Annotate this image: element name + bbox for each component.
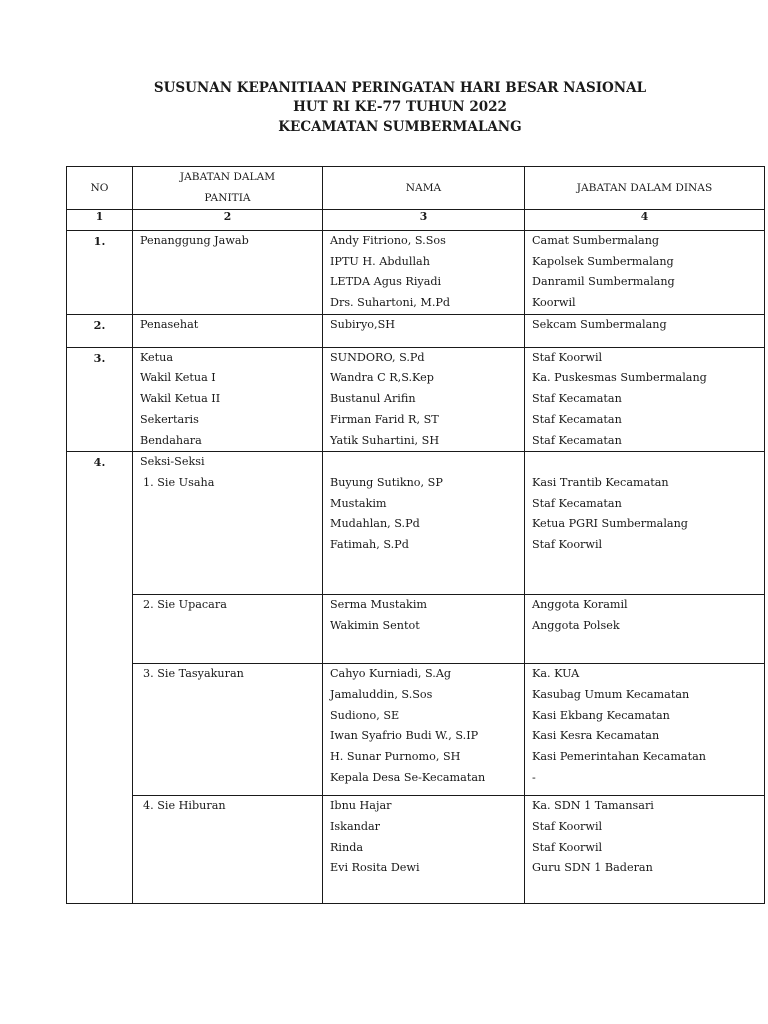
jabatan-dinas-cell-line: Anggota Polsek <box>532 618 620 632</box>
jabatan-dinas-cell <box>525 452 765 595</box>
jabatan-dinas-cell-line: Ketua PGRI Sumbermalang <box>532 517 688 531</box>
jabatan-dinas-cell-line: Kasi Trantib Kecamatan <box>532 475 669 489</box>
jabatan-panitia-cell-line: Bendahara <box>140 433 202 447</box>
jabatan-dinas-cell-line: Staf Koorwil <box>532 537 603 551</box>
document-location: KECAMATAN SUMBERMALANG <box>278 119 522 135</box>
header-jabatan-panitia-line2: PANITIA <box>204 192 251 204</box>
jabatan-dinas-cell-line: Guru SDN 1 Baderan <box>532 861 653 875</box>
jabatan-dinas-cell <box>525 231 765 315</box>
header-jabatan-panitia <box>133 167 323 210</box>
header-no: NO <box>67 167 133 210</box>
header-jabatan-panitia-line1: JABATAN DALAM <box>179 171 276 183</box>
jabatan-panitia-cell <box>133 796 323 904</box>
jabatan-dinas-cell-line: Kapolsek Sumbermalang <box>532 254 674 268</box>
jabatan-dinas-cell-line: Danramil Sumbermalang <box>532 275 675 289</box>
jabatan-panitia-cell <box>133 664 323 796</box>
jabatan-dinas-cell-line: Kasubag Umum Kecamatan <box>532 687 690 701</box>
jabatan-dinas-cell-line: Kasi Kesra Kecamatan <box>532 729 660 743</box>
jabatan-panitia-cell-line: 2. Sie Upacara <box>143 598 227 612</box>
seksi-row <box>67 452 765 595</box>
nama-cell-line: Yatik Suhartini, SH <box>330 433 440 447</box>
nama-cell-line: Iskandar <box>330 819 380 833</box>
nama-cell-line: Bustanul Arifin <box>330 392 416 406</box>
nama-cell-line: Mudahlan, S.Pd <box>330 517 420 531</box>
jabatan-panitia-cell-line: 3. Sie Tasyakuran <box>143 667 244 681</box>
jabatan-dinas-cell-line: Koorwil <box>532 296 576 310</box>
jabatan-panitia-cell-line: Sekertaris <box>140 412 199 426</box>
header-nama: NAMA <box>323 167 525 210</box>
nama-cell-line: Serma Mustakim <box>330 598 428 612</box>
jabatan-panitia-cell-line: Seksi-Seksi <box>140 455 205 469</box>
nama-cell-line: Buyung Sutikno, SP <box>330 475 443 489</box>
nama-cell-line: Subiryo,SH <box>330 317 395 331</box>
jabatan-dinas-cell-line: Staf Koorwil <box>532 840 603 854</box>
jabatan-panitia-cell <box>133 452 323 595</box>
jabatan-panitia-cell <box>133 347 323 451</box>
nama-cell-line: LETDA Agus Riyadi <box>330 275 442 289</box>
jabatan-panitia-cell-line: Penanggung Jawab <box>140 234 249 247</box>
nama-cell-line: Firman Farid R, ST <box>330 412 439 426</box>
jabatan-dinas-cell-line: Ka. SDN 1 Tamansari <box>532 799 654 813</box>
jabatan-dinas-cell-line: Staf Kecamatan <box>532 392 622 406</box>
nama-cell-line: Jamaluddin, S.Sos <box>330 687 433 701</box>
committee-table <box>66 166 765 904</box>
nama-cell-line: IPTU H. Abdullah <box>330 254 430 268</box>
jabatan-panitia-cell <box>133 314 323 347</box>
jabatan-dinas-cell-line: Staf Koorwil <box>532 350 603 364</box>
nama-cell-line: SUNDORO, S.Pd <box>330 350 425 364</box>
jabatan-dinas-cell-line: Ka. Puskesmas Sumbermalang <box>532 371 707 385</box>
nama-cell-line: Wakimin Sentot <box>330 618 420 632</box>
nama-cell-line: Rinda <box>330 840 364 854</box>
nama-cell-line: H. Sunar Purnomo, SH <box>330 749 461 763</box>
jabatan-panitia-cell <box>133 595 323 664</box>
nama-cell-line: Fatimah, S.Pd <box>330 537 409 551</box>
jabatan-dinas-cell <box>525 347 765 451</box>
jabatan-panitia-cell-line: Wakil Ketua II <box>140 392 221 406</box>
nama-cell <box>323 595 525 664</box>
nama-cell <box>323 231 525 315</box>
table-row <box>67 314 765 347</box>
jabatan-panitia-cell <box>133 231 323 315</box>
row-number-line: 2. <box>93 317 106 332</box>
nama-cell <box>323 664 525 796</box>
table-row <box>67 231 765 315</box>
column-number: 1 <box>67 210 133 231</box>
nama-cell-line: Wandra C R,S.Kep <box>330 371 434 385</box>
jabatan-dinas-cell-line: Kasi Pemerintahan Kecamatan <box>532 749 706 763</box>
row-number <box>67 347 133 451</box>
nama-cell-line: Evi Rosita Dewi <box>330 861 420 875</box>
row-number-line: 4. <box>93 455 106 470</box>
seksi-row <box>67 595 765 664</box>
nama-cell-line <box>323 452 524 473</box>
jabatan-dinas-cell-line <box>525 452 764 473</box>
nama-cell-line: Kepala Desa Se-Kecamatan <box>330 770 486 784</box>
jabatan-dinas-cell-line: Staf Koorwil <box>532 819 603 833</box>
jabatan-dinas-cell-line: Kasi Ekbang Kecamatan <box>532 708 670 722</box>
nama-cell <box>323 314 525 347</box>
seksi-row <box>67 796 765 904</box>
jabatan-dinas-cell-line: Camat Sumbermalang <box>532 234 660 247</box>
seksi-row <box>67 664 765 796</box>
jabatan-dinas-cell-line: Sekcam Sumbermalang <box>532 317 667 331</box>
nama-cell-line: Cahyo Kurniadi, S.Ag <box>330 667 452 681</box>
jabatan-dinas-cell-line: Staf Kecamatan <box>532 496 622 510</box>
table-row <box>67 347 765 451</box>
jabatan-panitia-cell-line: Penasehat <box>140 317 199 331</box>
row-number-line: 1. <box>93 234 106 248</box>
jabatan-dinas-cell <box>525 314 765 347</box>
row-number-line: 3. <box>93 350 106 365</box>
jabatan-panitia-cell-line: 1. Sie Usaha <box>143 475 215 489</box>
column-number: 4 <box>525 210 765 231</box>
row-number <box>67 231 133 315</box>
nama-cell-line: Andy Fitriono, S.Sos <box>330 234 446 247</box>
nama-cell-line: Ibnu Hajar <box>330 799 392 813</box>
jabatan-panitia-cell-line: Ketua <box>140 350 174 364</box>
nama-cell <box>323 347 525 451</box>
jabatan-dinas-cell-line: Anggota Koramil <box>532 598 628 612</box>
row-number <box>67 452 133 904</box>
jabatan-dinas-cell-line: Staf Kecamatan <box>532 412 622 426</box>
nama-cell <box>323 796 525 904</box>
jabatan-dinas-cell-line: - <box>532 770 536 784</box>
nama-cell-line: Drs. Suhartoni, M.Pd <box>330 296 451 310</box>
document-subtitle: HUT RI KE-77 TUHUN 2022 <box>293 99 507 115</box>
row-number <box>67 314 133 347</box>
column-number-row <box>67 210 765 231</box>
nama-cell-line: Sudiono, SE <box>330 708 400 722</box>
nama-cell-line: Mustakim <box>330 496 387 510</box>
jabatan-dinas-cell-line: Ka. KUA <box>532 667 580 681</box>
jabatan-panitia-cell-line: Wakil Ketua I <box>140 371 216 385</box>
column-number: 2 <box>133 210 323 231</box>
header-jabatan-dinas: JABATAN DALAM DINAS <box>525 167 765 210</box>
nama-cell <box>323 452 525 595</box>
column-number: 3 <box>323 210 525 231</box>
jabatan-dinas-cell <box>525 664 765 796</box>
jabatan-panitia-cell-line: 4. Sie Hiburan <box>143 799 226 813</box>
jabatan-dinas-cell <box>525 595 765 664</box>
table-header-row <box>67 167 765 210</box>
jabatan-dinas-cell-line: Staf Kecamatan <box>532 433 622 447</box>
jabatan-dinas-cell <box>525 796 765 904</box>
document-title: SUSUNAN KEPANITIAAN PERINGATAN HARI BESAR NASIONAL <box>153 80 647 96</box>
nama-cell-line: Iwan Syafrio Budi W., S.IP <box>330 729 479 743</box>
